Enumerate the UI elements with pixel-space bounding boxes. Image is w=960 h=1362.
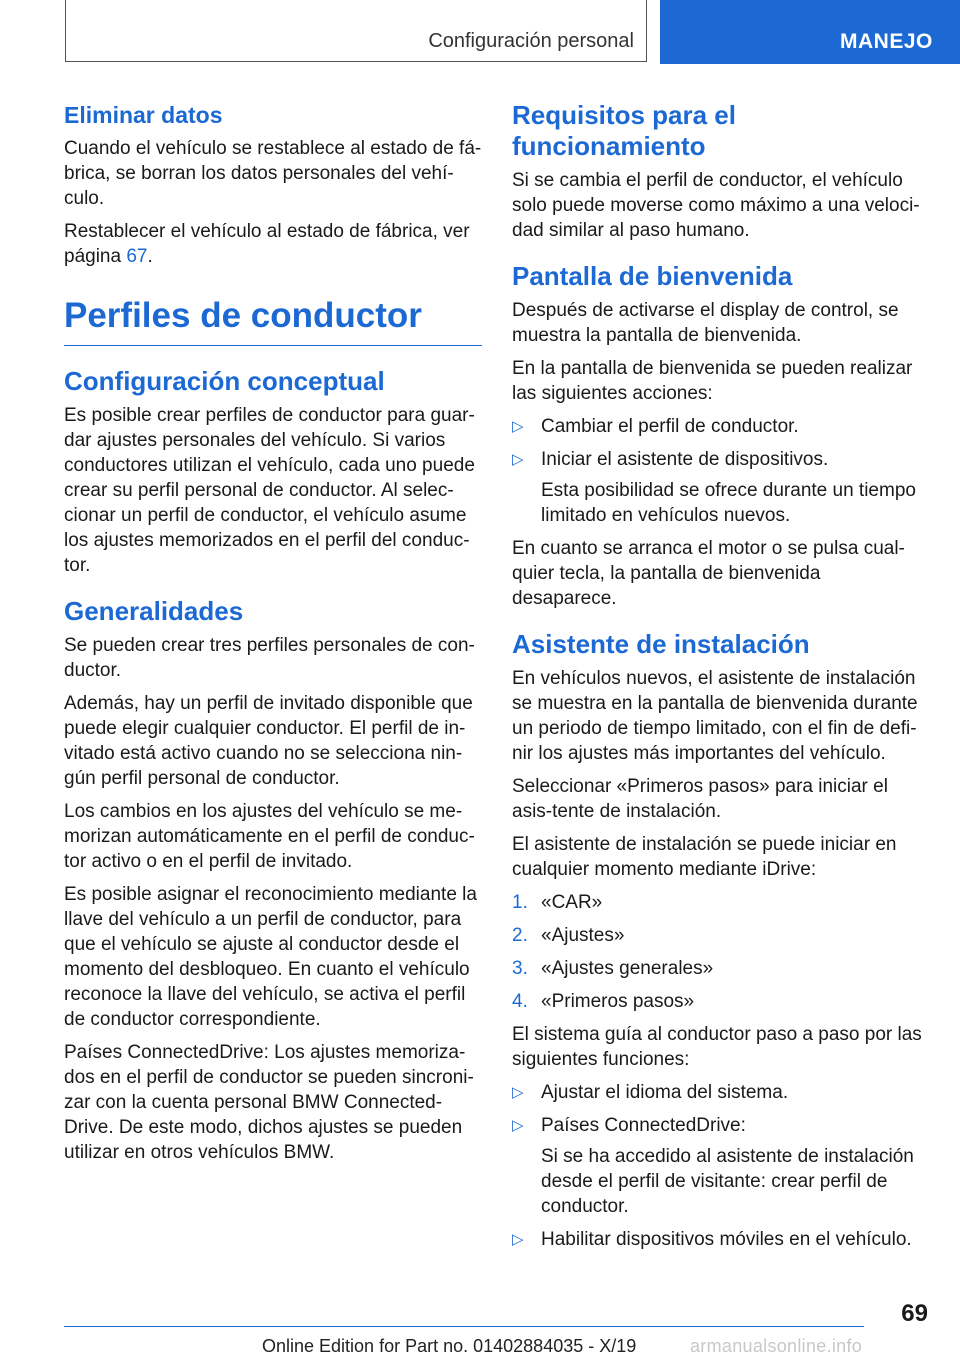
list-item-text: Países ConnectedDrive:: [541, 1115, 746, 1136]
paragraph: Es posible crear perfiles de conductor para guar-dar ajustes personales del vehículo. Si varios conductores utilizan el vehículo, cada uno puede crear su perfil personal de conductor. Al selec-cionar un perfil de conductor, el vehículo asume los ajustes memorizados en el perfil del conduc-tor.: [64, 405, 475, 576]
header-box: [65, 0, 647, 62]
footer-edition: Online Edition for Part no. 01402884035 - X/19: [262, 1336, 637, 1356]
list-item-text: Ajustar el idioma del sistema.: [541, 1082, 789, 1103]
paragraph: Países ConnectedDrive: Los ajustes memoriza-dos en el perfil de conductor se pueden sincroni-zar con la cuenta personal BMW Connected-Drive. De este modo, dichos ajustes se pueden utilizar en otros vehículos BMW.: [64, 1042, 474, 1163]
step-text: «Ajustes generales»: [541, 958, 714, 979]
paragraph: El sistema guía al conductor paso a paso por las siguientes funciones:: [512, 1024, 922, 1070]
triangle-bullet-icon: ▷: [512, 418, 524, 435]
numbered-step: [512, 956, 926, 981]
triangle-bullet-icon: ▷: [512, 1084, 524, 1101]
paragraph-text: .: [147, 246, 153, 267]
section-perfiles: [64, 293, 482, 346]
page-link[interactable]: 67: [126, 246, 148, 267]
list-item-text: Habilitar dispositivos móviles en el vehículo.: [541, 1229, 912, 1250]
section-requisitos: [512, 100, 926, 243]
list-item-note: Esta posibilidad se ofrece durante un tiempo limitado en vehículos nuevos.: [541, 480, 916, 526]
heading-perfiles-de-conductor: Perfiles de conductor: [64, 293, 482, 346]
numbered-step: [512, 989, 926, 1014]
list-item-note: Si se ha accedido al asistente de instalación desde el perfil de visitante: crear perfil de conductor.: [541, 1146, 914, 1217]
list-item: [512, 414, 926, 439]
paragraph: Seleccionar «Primeros pasos» para iniciar el asis-tente de instalación.: [512, 776, 888, 822]
step-number: 2.: [512, 925, 528, 946]
step-number: 1.: [512, 892, 528, 913]
page-number: 69: [901, 1300, 928, 1327]
heading-pantalla-bienvenida: Pantalla de bienvenida: [512, 261, 793, 291]
section-generalidades: [64, 596, 482, 1165]
list-item: [512, 1227, 926, 1252]
step-number: 3.: [512, 958, 528, 979]
list-item-text: Cambiar el perfil de conductor.: [541, 416, 799, 437]
step-number: 4.: [512, 991, 528, 1012]
left-column: [64, 100, 482, 1183]
watermark: armanualsonline.info: [690, 1336, 863, 1356]
paragraph: Se pueden crear tres perfiles personales de con-ductor.: [64, 635, 475, 681]
list-item: [512, 1080, 926, 1105]
triangle-bullet-icon: ▷: [512, 451, 524, 468]
paragraph: Además, hay un perfil de invitado disponible que puede elegir cualquier conductor. El perfil de in-vitado está activo cuando no se selecciona nin-gún perfil personal de conductor.: [64, 693, 473, 789]
paragraph: Si se cambia el perfil de conductor, el vehículo solo puede moverse como máximo a una veloci-dad similar al paso humano.: [512, 170, 920, 241]
triangle-bullet-icon: ▷: [512, 1117, 524, 1134]
heading-requisitos: Requisitos para el funcionamiento: [512, 100, 736, 161]
numbered-step: [512, 923, 926, 948]
step-text: «CAR»: [541, 892, 603, 913]
paragraph: El asistente de instalación se puede iniciar en cualquier momento mediante iDrive:: [512, 834, 897, 880]
paragraph: Después de activarse el display de control, se muestra la pantalla de bienvenida.: [512, 300, 899, 346]
list-item: [512, 1113, 926, 1138]
paragraph-text: Restablecer el vehículo al estado de fábrica, ver página: [64, 221, 470, 267]
paragraph: En vehículos nuevos, el asistente de instalación se muestra en la pantalla de bienvenida durante un periodo de tiempo limitado, con el fin de defi-nir los ajustes más importantes del vehículo.: [512, 668, 918, 764]
list-item-text: Iniciar el asistente de dispositivos.: [541, 449, 829, 470]
step-text: «Ajustes»: [541, 925, 625, 946]
paragraph: Es posible asignar el reconocimiento mediante la llave del vehículo a un perfil de conductor, para que el vehículo se ajuste al conductor desde el momento del desbloqueo. En cuanto el vehículo reconoce la llave del vehículo, se activa el perfil de conductor correspondiente.: [64, 884, 477, 1030]
list-item: [512, 447, 926, 472]
heading-generalidades: Generalidades: [64, 596, 244, 626]
heading-configuracion-conceptual: Configuración conceptual: [64, 366, 385, 396]
section-pantalla-bienvenida: [512, 261, 926, 611]
chapter-tab: MANEJO: [660, 0, 960, 64]
paragraph: Los cambios en los ajustes del vehículo se me-morizan automáticamente en el perfil de conduc-tor activo o en el perfil de invitado.: [64, 801, 475, 872]
heading-asistente-instalacion: Asistente de instalación: [512, 629, 810, 659]
paragraph: [64, 219, 482, 269]
section-asistente-instalacion: [512, 629, 926, 1252]
section-configuracion-conceptual: [64, 366, 482, 578]
paragraph: Cuando el vehículo se restablece al estado de fá-brica, se borran los datos personales del vehí-culo.: [64, 138, 482, 209]
triangle-bullet-icon: ▷: [512, 1231, 524, 1248]
paragraph: En la pantalla de bienvenida se pueden realizar las siguientes acciones:: [512, 358, 913, 404]
heading-eliminar-datos: Eliminar datos: [64, 102, 223, 128]
section-title: Configuración personal: [428, 30, 634, 52]
step-text: «Primeros pasos»: [541, 991, 695, 1012]
numbered-step: [512, 890, 926, 915]
paragraph: En cuanto se arranca el motor o se pulsa cual-quier tecla, la pantalla de bienvenida desaparece.: [512, 538, 905, 609]
right-column: [512, 100, 926, 1270]
page-header: [0, 0, 960, 66]
footer-rule: [64, 1326, 864, 1327]
section-eliminar-datos: [64, 100, 482, 269]
